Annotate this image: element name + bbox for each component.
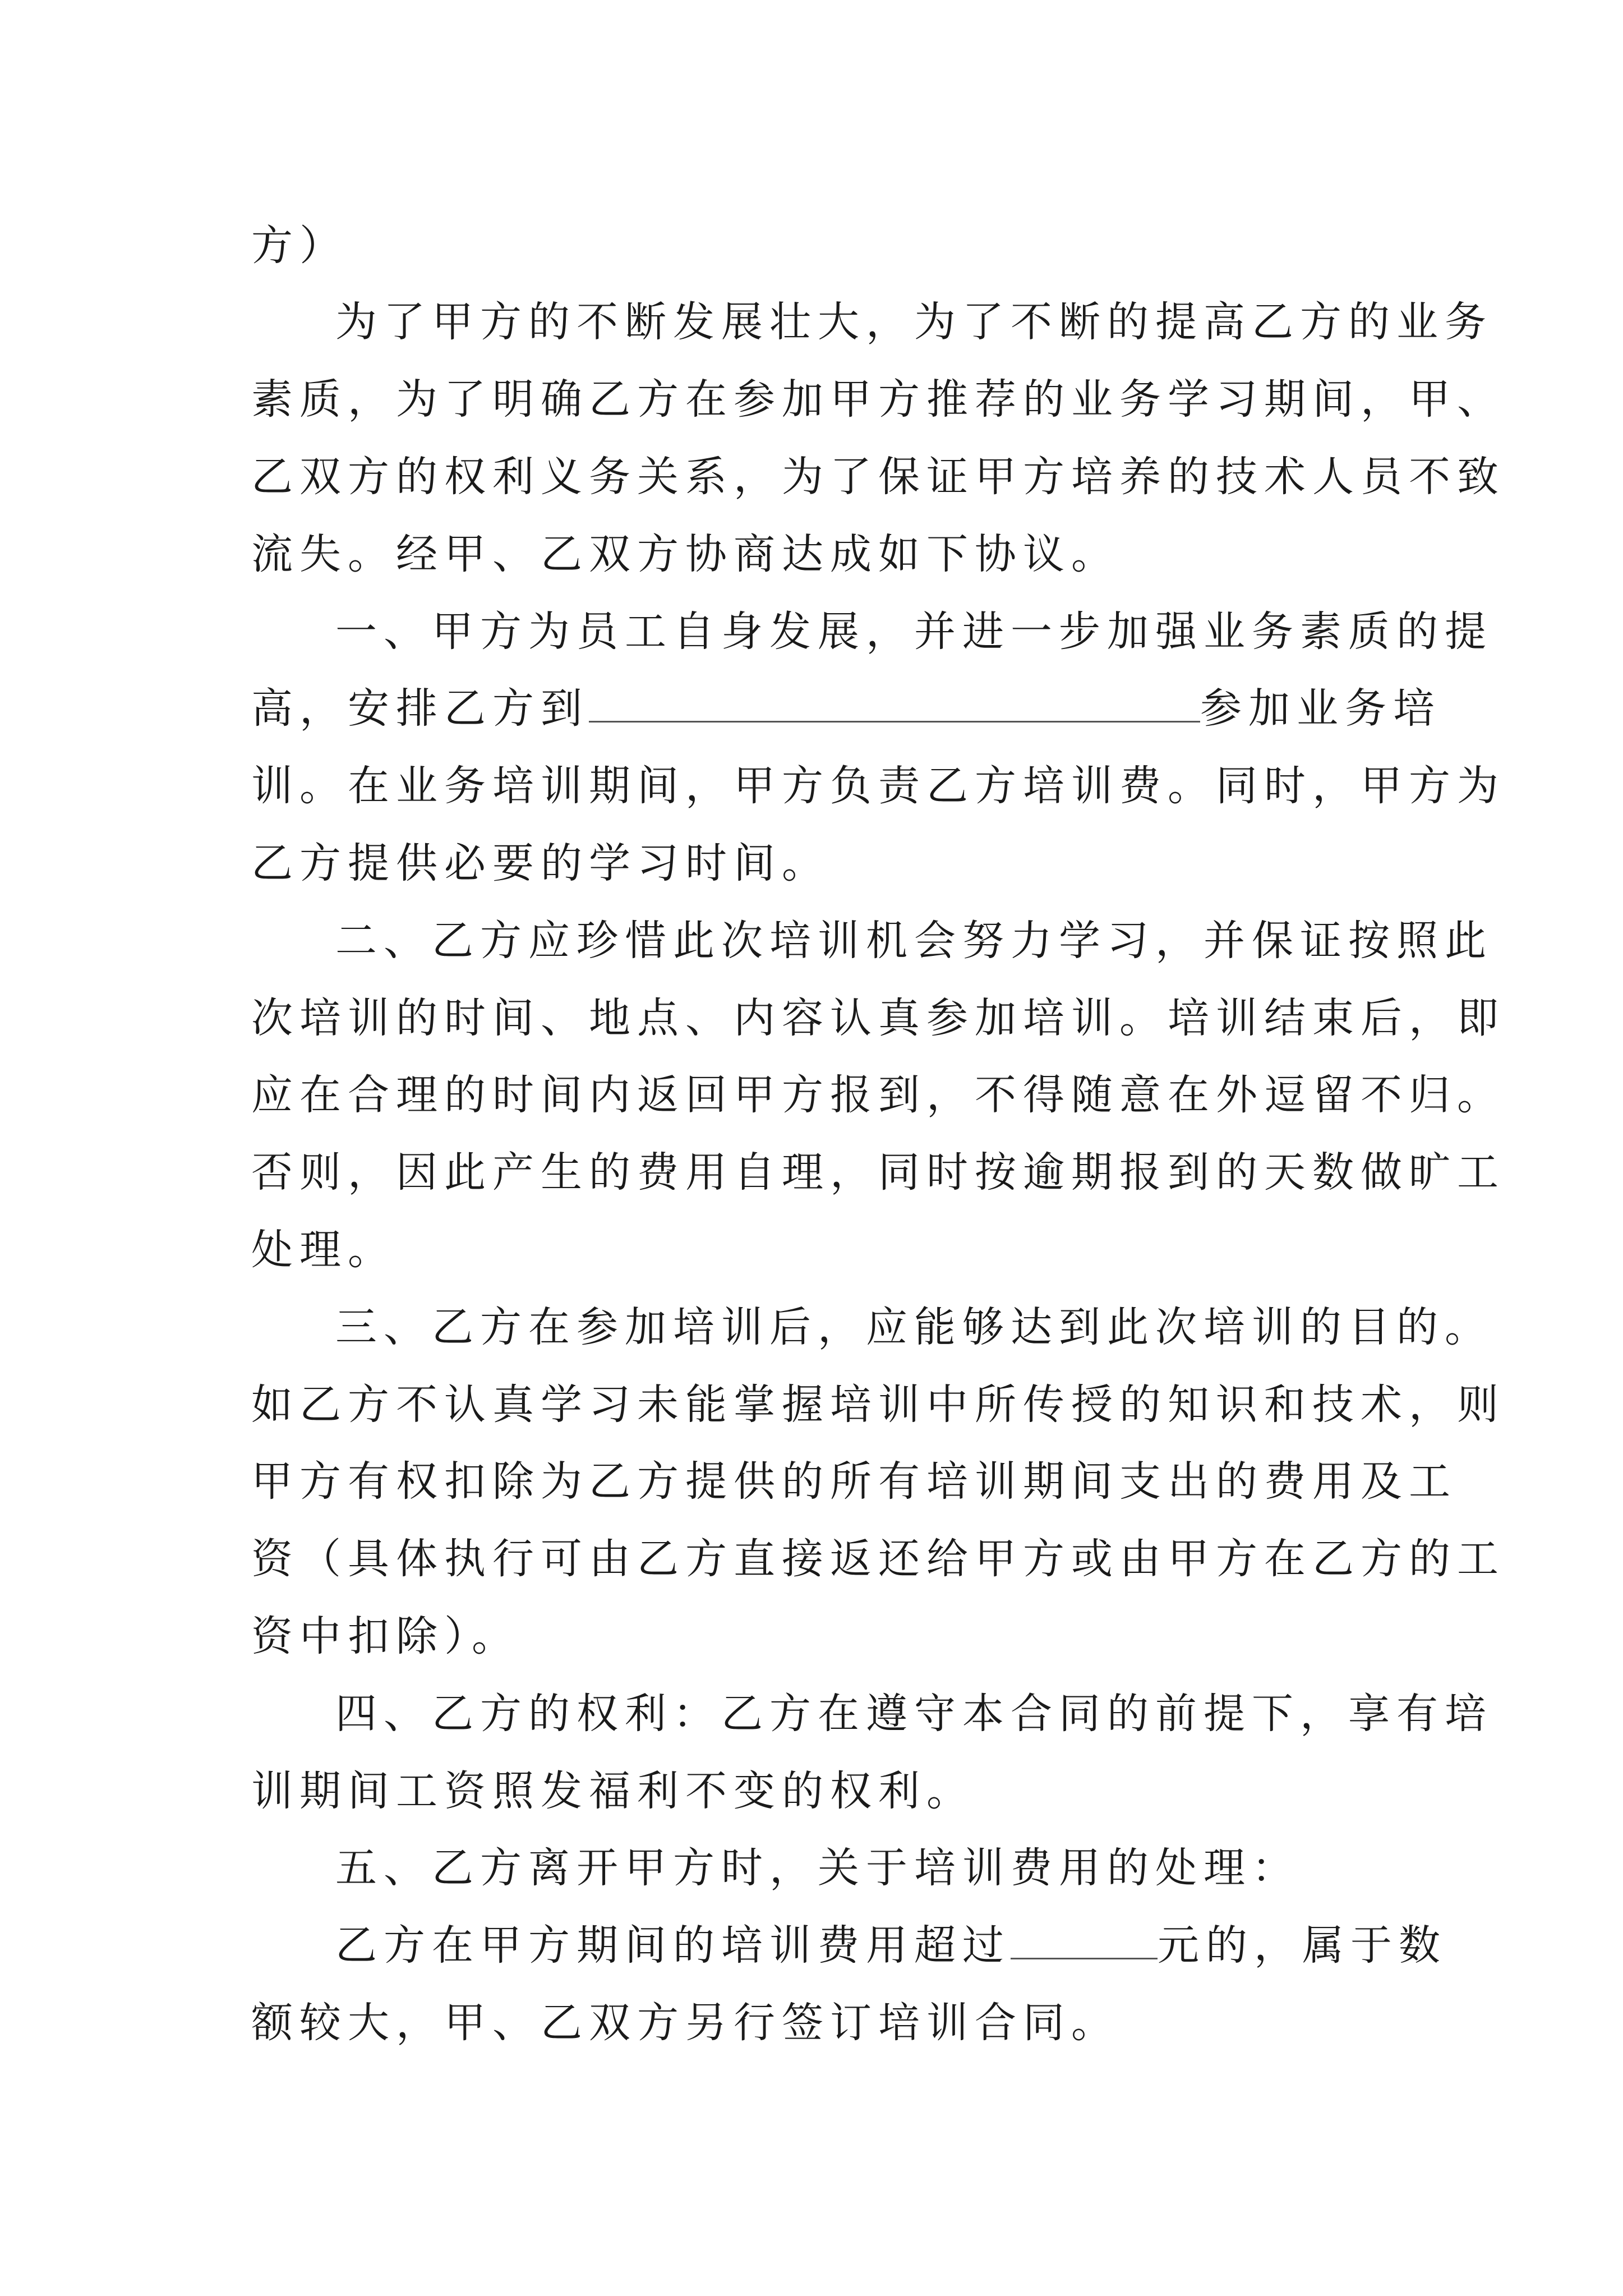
paragraph-preamble-line-3: 乙双方的权利义务关系，为了保证甲方培养的技术人员不致: [251, 453, 1505, 501]
training-location-blank: [589, 686, 1200, 723]
clause-1-text-after-blank: 参加业务培: [1200, 684, 1441, 733]
amount-blank: [1011, 1923, 1158, 1959]
clause-2-line-3: 应在合理的时间内返回甲方报到，不得随意在外逗留不归。: [251, 1071, 1505, 1119]
paragraph-preamble-line-1: 为了甲方的不断发展壮大，为了不断的提高乙方的业务: [335, 298, 1493, 346]
text-line: 方）: [251, 222, 348, 270]
clause-1-line-4: 乙方提供必要的学习时间。: [251, 839, 830, 887]
clause-3-line-2: 如乙方不认真学习未能掌握培训中所传授的知识和技术，则: [251, 1381, 1505, 1429]
clause-2-line-5: 处理。: [251, 1226, 396, 1274]
clause-4-line-1: 四、乙方的权利：乙方在遵守本合同的前提下，享有培: [335, 1690, 1493, 1738]
clause-3-line-4: 资（具体执行可由乙方直接返还给甲方或由甲方在乙方的工: [251, 1535, 1505, 1583]
clause-1-line-1: 一、甲方为员工自身发展，并进一步加强业务素质的提: [335, 608, 1493, 656]
clause-5-line-3: 额较大，甲、乙双方另行签订培训合同。: [251, 1999, 1119, 2047]
clause-2-line-4: 否则，因此产生的费用自理，同时按逾期报到的天数做旷工: [251, 1148, 1505, 1197]
clause-1-text-before-blank: 高，安排乙方到: [251, 684, 589, 733]
clause-2-line-1: 二、乙方应珍惜此次培训机会努力学习，并保证按照此: [335, 917, 1493, 965]
clause-3-line-5: 资中扣除）。: [251, 1612, 520, 1660]
paragraph-preamble-line-2: 素质，为了明确乙方在参加甲方推荐的业务学习期间，甲、: [251, 375, 1505, 424]
clause-2-line-2: 次培训的时间、地点、内容认真参加培训。培训结束后，即: [251, 994, 1505, 1042]
clause-3-line-1: 三、乙方在参加培训后，应能够达到此次培训的目的。: [335, 1303, 1493, 1351]
clause-3-line-3: 甲方有权扣除为乙方提供的所有培训期间支出的费用及工: [251, 1457, 1457, 1506]
clause-1-line-2: [251, 680, 1441, 737]
clause-5-line-2: [335, 1917, 1447, 1973]
paragraph-preamble-line-4: 流失。经甲、乙双方协商达成如下协议。: [251, 530, 1119, 578]
clause-5-text-before-blank: 乙方在甲方期间的培训费用超过: [335, 1921, 1011, 1970]
clause-4-line-2: 训期间工资照发福利不变的权利。: [251, 1767, 975, 1815]
clause-5-line-1: 五、乙方离开甲方时，关于培训费用的处理：: [335, 1844, 1300, 1892]
clause-1-line-3: 训。在业务培训期间，甲方负责乙方培训费。同时，甲方为: [251, 762, 1505, 810]
clause-5-text-after-blank: 元的，属于数: [1158, 1921, 1447, 1970]
